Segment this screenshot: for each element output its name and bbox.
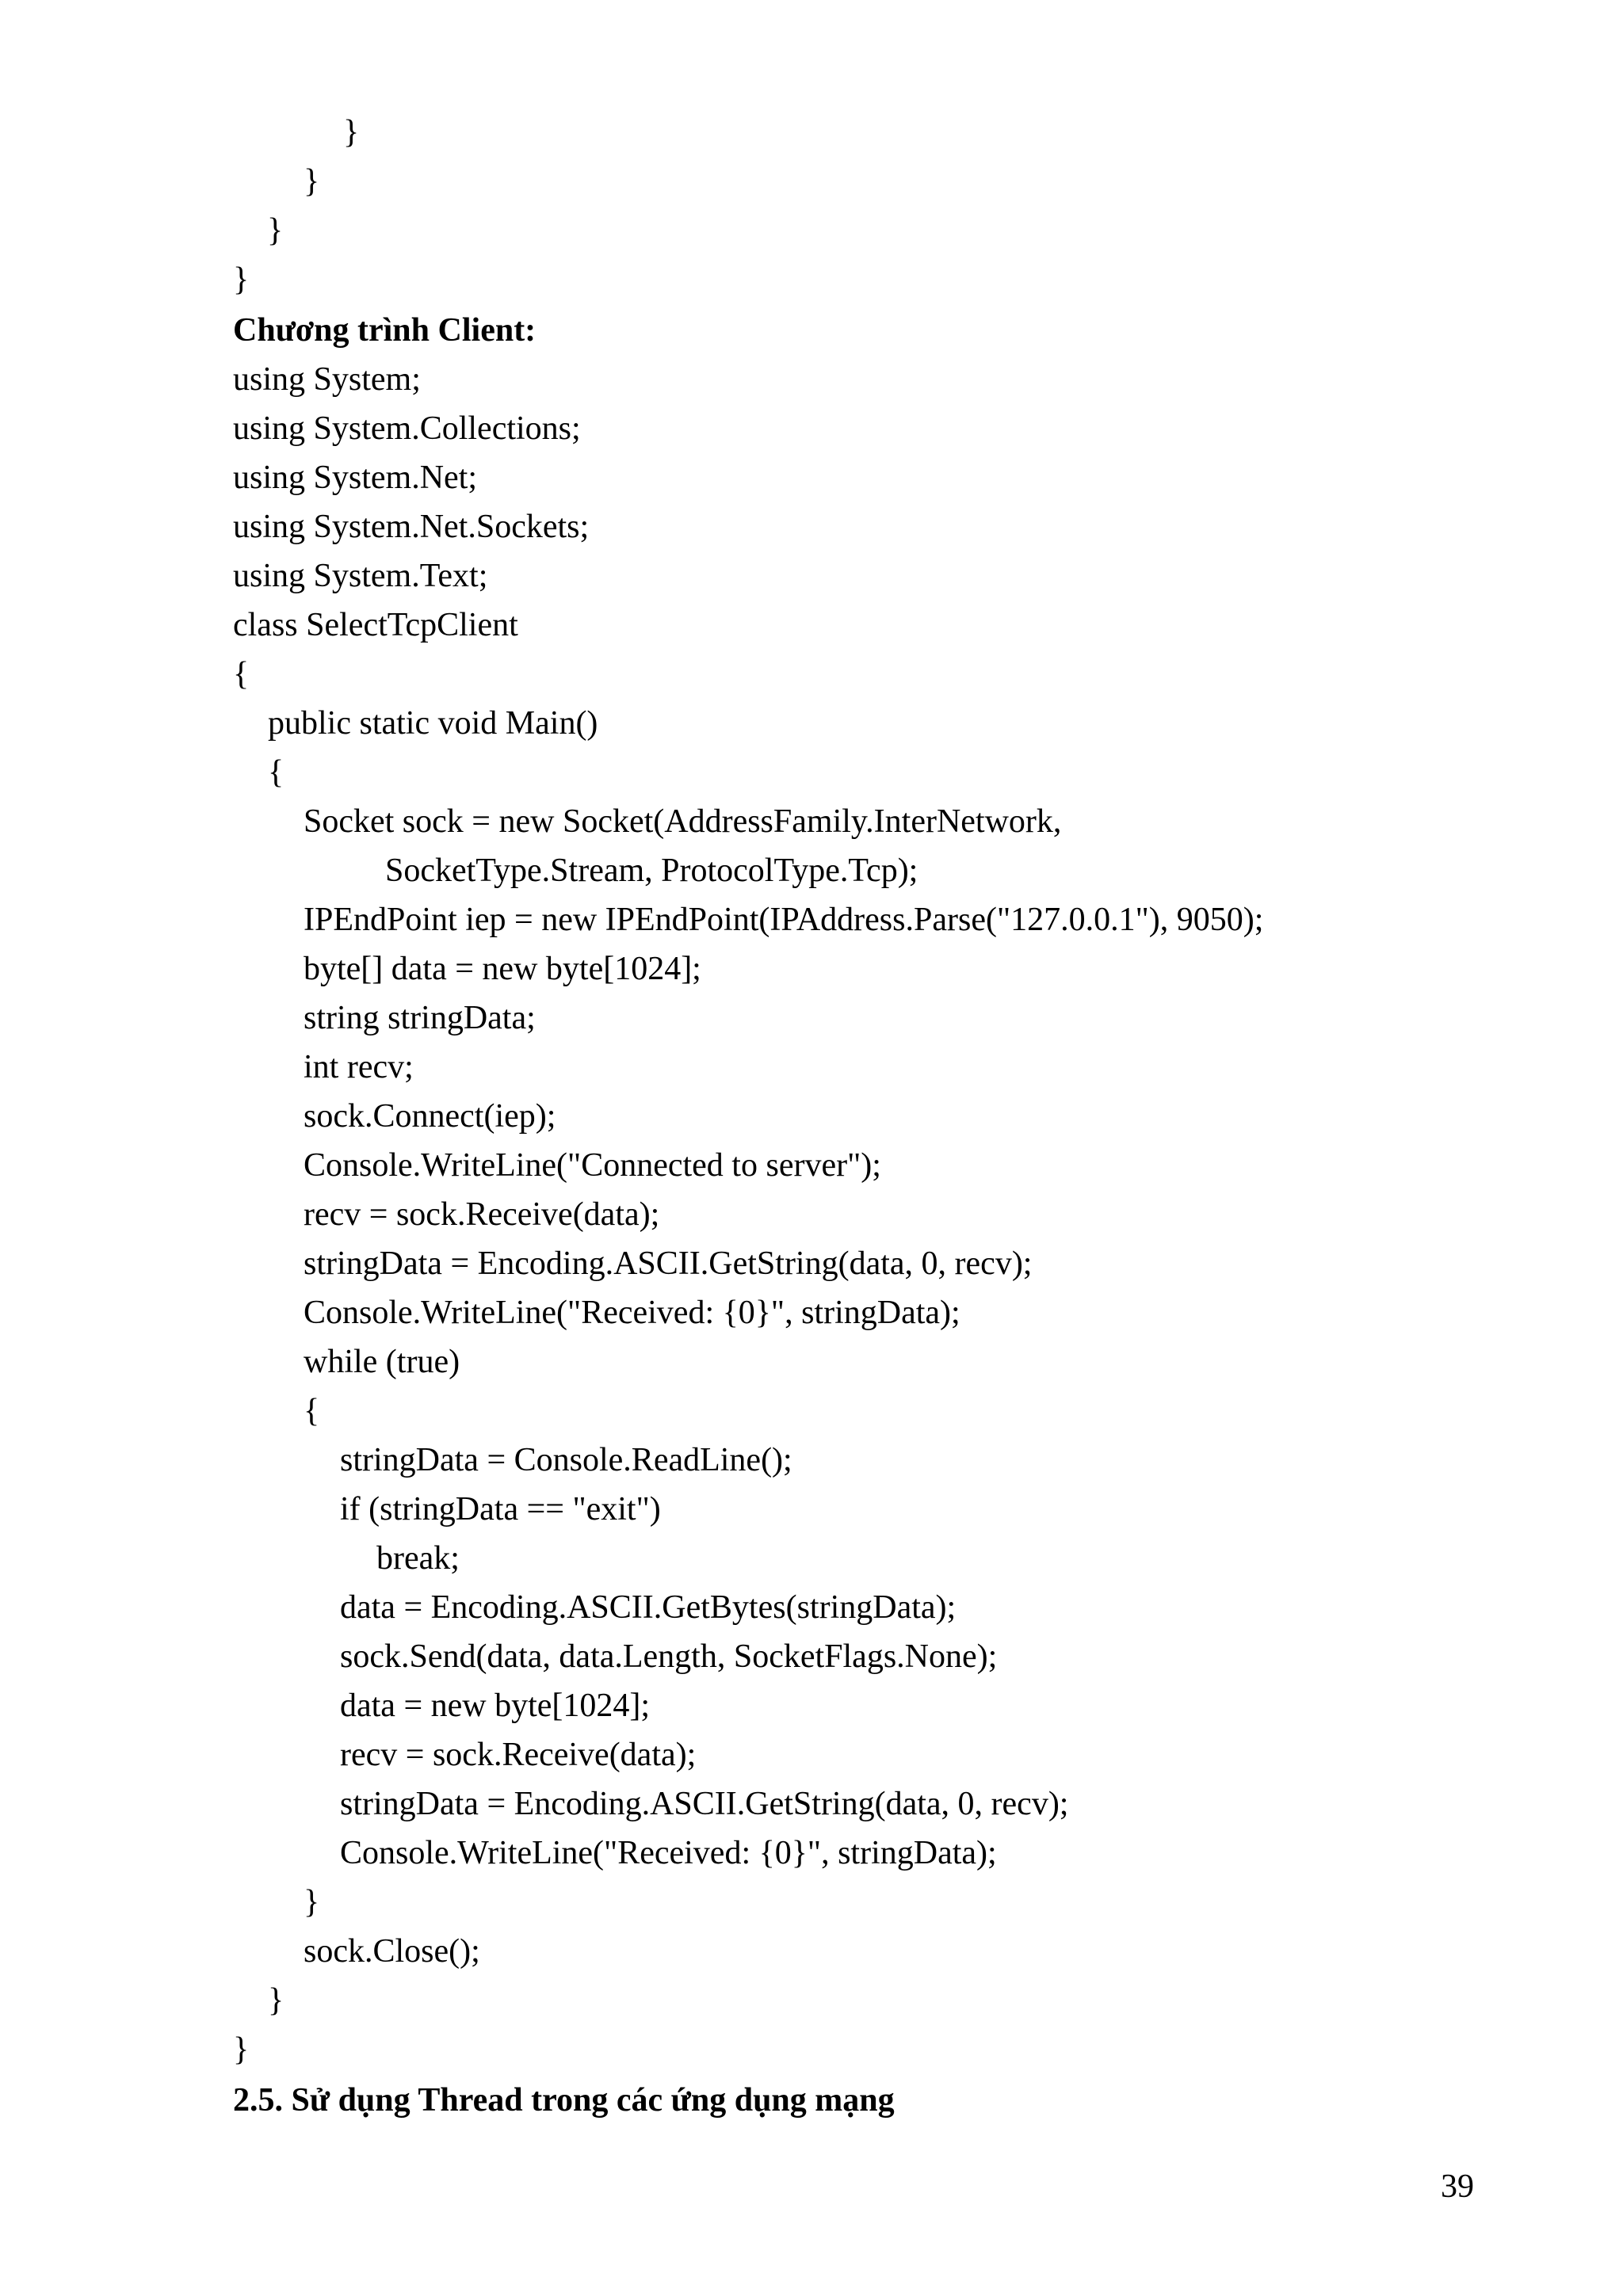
code-line: using System.Text; bbox=[233, 558, 488, 594]
opening-brace: { bbox=[268, 754, 285, 791]
closing-brace: } bbox=[233, 261, 250, 298]
closing-brace: } bbox=[267, 212, 284, 249]
code-line: data = Encoding.ASCII.GetBytes(stringData); bbox=[340, 1589, 957, 1626]
code-line: using System.Net; bbox=[233, 460, 478, 496]
opening-brace: { bbox=[233, 656, 250, 692]
closing-brace: } bbox=[233, 2031, 250, 2068]
code-line: Console.WriteLine("Connected to server"); bbox=[304, 1147, 881, 1184]
closing-brace: } bbox=[343, 114, 360, 151]
code-line: sock.Send(data, data.Length, SocketFlags.None); bbox=[340, 1638, 998, 1675]
code-line: stringData = Encoding.ASCII.GetString(data, 0, recv); bbox=[340, 1786, 1069, 1822]
code-line: int recv; bbox=[304, 1049, 414, 1085]
section-heading-2-5: 2.5. Sử dụng Thread trong các ứng dụng mạng bbox=[233, 2082, 895, 2119]
code-line: public static void Main() bbox=[268, 705, 598, 742]
code-line: recv = sock.Receive(data); bbox=[304, 1196, 660, 1233]
code-line: using System; bbox=[233, 361, 421, 398]
code-line: IPEndPoint iep = new IPEndPoint(IPAddress.Parse("127.0.0.1"), 9050); bbox=[304, 902, 1264, 938]
code-line: string stringData; bbox=[304, 1000, 536, 1036]
code-line: SocketType.Stream, ProtocolType.Tcp); bbox=[385, 852, 918, 889]
code-line: using System.Net.Sockets; bbox=[233, 509, 590, 545]
opening-brace: { bbox=[304, 1393, 320, 1429]
code-line: Socket sock = new Socket(AddressFamily.InterNetwork, bbox=[304, 803, 1062, 840]
section-heading-client: Chương trình Client: bbox=[233, 312, 537, 349]
code-line: if (stringData == "exit") bbox=[340, 1491, 661, 1527]
code-line: recv = sock.Receive(data); bbox=[340, 1737, 697, 1773]
closing-brace: } bbox=[268, 1982, 285, 2019]
closing-brace: } bbox=[304, 1884, 320, 1920]
page-number: 39 bbox=[1441, 2168, 1474, 2205]
closing-brace: } bbox=[304, 163, 320, 200]
code-line: class SelectTcpClient bbox=[233, 607, 518, 643]
code-line: using System.Collections; bbox=[233, 410, 581, 447]
code-line: sock.Close(); bbox=[304, 1933, 480, 1970]
code-line: stringData = Encoding.ASCII.GetString(data, 0, recv); bbox=[304, 1245, 1033, 1282]
code-line: Console.WriteLine("Received: {0}", stringData); bbox=[304, 1295, 960, 1331]
code-line: stringData = Console.ReadLine(); bbox=[340, 1442, 792, 1478]
code-line: break; bbox=[376, 1540, 460, 1577]
code-line: data = new byte[1024]; bbox=[340, 1688, 651, 1724]
code-line: while (true) bbox=[304, 1344, 460, 1380]
code-line: sock.Connect(iep); bbox=[304, 1098, 556, 1135]
code-line: Console.WriteLine("Received: {0}", stringData); bbox=[340, 1835, 997, 1871]
code-line: byte[] data = new byte[1024]; bbox=[304, 951, 701, 987]
